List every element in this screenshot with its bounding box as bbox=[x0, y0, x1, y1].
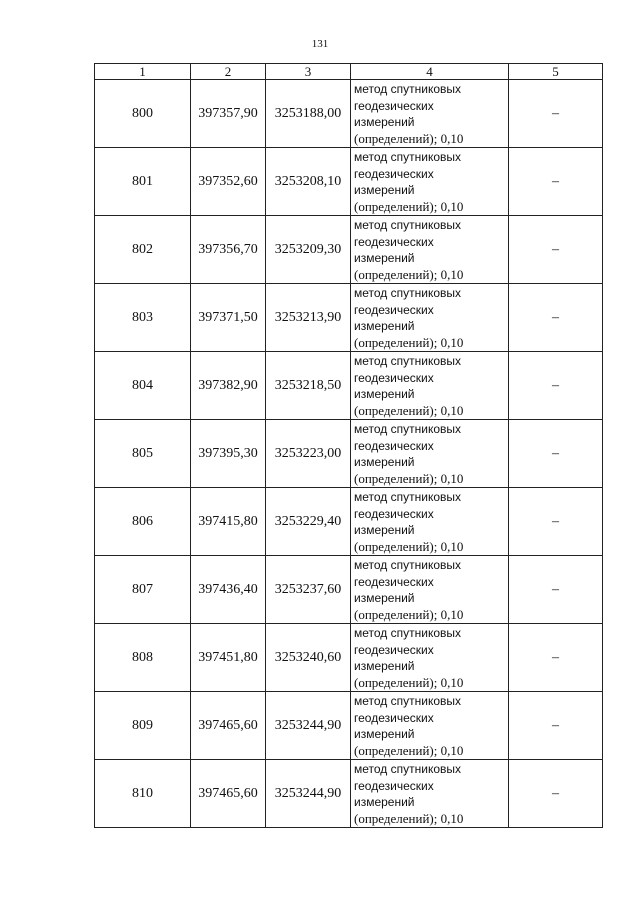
y-coordinate-cell: 3253209,30 bbox=[266, 216, 351, 284]
y-coordinate-cell: 3253244,90 bbox=[266, 692, 351, 760]
method-text-line: (определений); 0,10 bbox=[354, 266, 464, 282]
y-coordinate-cell: 3253223,00 bbox=[266, 420, 351, 488]
method-text-line: метод спутниковых bbox=[354, 626, 462, 640]
method-cell bbox=[351, 556, 509, 624]
x-coordinate-cell: 397451,80 bbox=[191, 624, 266, 692]
method-text-line: геодезических bbox=[354, 574, 434, 589]
method-text-line: измерений bbox=[354, 591, 415, 605]
method-text-line: метод спутниковых bbox=[354, 150, 462, 164]
method-text-line: (определений); 0,10 bbox=[354, 402, 464, 418]
method-text-line: измерений bbox=[354, 659, 415, 673]
note-cell: – bbox=[509, 284, 603, 352]
method-text-line: измерений bbox=[354, 455, 415, 469]
method-text-line: измерений bbox=[354, 319, 415, 333]
method-text-line: (определений); 0,10 bbox=[354, 538, 464, 554]
note-cell: – bbox=[509, 488, 603, 556]
method-text-line: метод спутниковых bbox=[354, 286, 462, 300]
method-text-line: измерений bbox=[354, 183, 415, 197]
column-header-2: 2 bbox=[191, 64, 266, 80]
method-text-line: измерений bbox=[354, 795, 415, 809]
note-cell: – bbox=[509, 624, 603, 692]
method-text-line: геодезических bbox=[354, 778, 434, 793]
method-text-line: (определений); 0,10 bbox=[354, 810, 464, 826]
table-row bbox=[95, 420, 603, 488]
page-number: 131 bbox=[311, 38, 329, 50]
method-text-line: метод спутниковых bbox=[354, 422, 462, 436]
method-text-line: (определений); 0,10 bbox=[354, 674, 464, 690]
table-row bbox=[95, 284, 603, 352]
method-cell bbox=[351, 488, 509, 556]
point-number-cell: 810 bbox=[95, 760, 191, 828]
note-cell: – bbox=[509, 148, 603, 216]
note-cell: – bbox=[509, 760, 603, 828]
table-row bbox=[95, 216, 603, 284]
x-coordinate-cell: 397382,90 bbox=[191, 352, 266, 420]
method-text-line: метод спутниковых bbox=[354, 694, 462, 708]
x-coordinate-cell: 397357,90 bbox=[191, 80, 266, 148]
method-text-line: (определений); 0,10 bbox=[354, 130, 464, 146]
method-cell bbox=[351, 624, 509, 692]
method-cell bbox=[351, 692, 509, 760]
column-header-1: 1 bbox=[95, 64, 191, 80]
method-text-line: метод спутниковых bbox=[354, 354, 462, 368]
x-coordinate-cell: 397465,60 bbox=[191, 692, 266, 760]
table-header-row bbox=[95, 64, 603, 80]
method-cell bbox=[351, 284, 509, 352]
method-text-line: измерений bbox=[354, 251, 415, 265]
column-header-4: 4 bbox=[351, 64, 509, 80]
point-number-cell: 802 bbox=[95, 216, 191, 284]
method-text-line: метод спутниковых bbox=[354, 218, 462, 232]
table-row bbox=[95, 148, 603, 216]
table-row bbox=[95, 556, 603, 624]
y-coordinate-cell: 3253229,40 bbox=[266, 488, 351, 556]
y-coordinate-cell: 3253237,60 bbox=[266, 556, 351, 624]
method-text-line: (определений); 0,10 bbox=[354, 334, 464, 350]
method-cell bbox=[351, 420, 509, 488]
y-coordinate-cell: 3253208,10 bbox=[266, 148, 351, 216]
method-text-line: геодезических bbox=[354, 234, 434, 249]
method-text-line: геодезических bbox=[354, 370, 434, 385]
table-row bbox=[95, 692, 603, 760]
method-text-line: геодезических bbox=[354, 710, 434, 725]
method-cell bbox=[351, 216, 509, 284]
x-coordinate-cell: 397371,50 bbox=[191, 284, 266, 352]
point-number-cell: 804 bbox=[95, 352, 191, 420]
y-coordinate-cell: 3253188,00 bbox=[266, 80, 351, 148]
table-row bbox=[95, 624, 603, 692]
x-coordinate-cell: 397415,80 bbox=[191, 488, 266, 556]
table-body bbox=[95, 80, 603, 828]
point-number-cell: 800 bbox=[95, 80, 191, 148]
method-cell bbox=[351, 352, 509, 420]
column-header-3: 3 bbox=[266, 64, 351, 80]
x-coordinate-cell: 397395,30 bbox=[191, 420, 266, 488]
table-row bbox=[95, 488, 603, 556]
table-row bbox=[95, 760, 603, 828]
note-cell: – bbox=[509, 216, 603, 284]
point-number-cell: 805 bbox=[95, 420, 191, 488]
point-number-cell: 807 bbox=[95, 556, 191, 624]
note-cell: – bbox=[509, 556, 603, 624]
method-cell bbox=[351, 148, 509, 216]
method-text-line: геодезических bbox=[354, 506, 434, 521]
method-text-line: геодезических bbox=[354, 642, 434, 657]
method-text-line: (определений); 0,10 bbox=[354, 742, 464, 758]
method-cell bbox=[351, 760, 509, 828]
method-text-line: (определений); 0,10 bbox=[354, 198, 464, 214]
note-cell: – bbox=[509, 692, 603, 760]
y-coordinate-cell: 3253213,90 bbox=[266, 284, 351, 352]
method-text-line: измерений bbox=[354, 387, 415, 401]
method-text-line: (определений); 0,10 bbox=[354, 470, 464, 486]
method-text-line: измерений bbox=[354, 523, 415, 537]
point-number-cell: 803 bbox=[95, 284, 191, 352]
method-text-line: измерений bbox=[354, 115, 415, 129]
method-text-line: геодезических bbox=[354, 166, 434, 181]
column-header-5: 5 bbox=[509, 64, 603, 80]
x-coordinate-cell: 397465,60 bbox=[191, 760, 266, 828]
method-text-line: измерений bbox=[354, 727, 415, 741]
y-coordinate-cell: 3253240,60 bbox=[266, 624, 351, 692]
method-text-line: (определений); 0,10 bbox=[354, 606, 464, 622]
method-text-line: геодезических bbox=[354, 302, 434, 317]
table-row bbox=[95, 80, 603, 148]
method-text-line: метод спутниковых bbox=[354, 762, 462, 776]
table-row bbox=[95, 352, 603, 420]
note-cell: – bbox=[509, 352, 603, 420]
x-coordinate-cell: 397352,60 bbox=[191, 148, 266, 216]
method-text-line: геодезических bbox=[354, 438, 434, 453]
point-number-cell: 801 bbox=[95, 148, 191, 216]
method-text-line: метод спутниковых bbox=[354, 490, 462, 504]
note-cell: – bbox=[509, 80, 603, 148]
x-coordinate-cell: 397356,70 bbox=[191, 216, 266, 284]
point-number-cell: 808 bbox=[95, 624, 191, 692]
method-text-line: метод спутниковых bbox=[354, 558, 462, 572]
method-text-line: геодезических bbox=[354, 98, 434, 113]
coordinates-table bbox=[94, 63, 603, 828]
point-number-cell: 806 bbox=[95, 488, 191, 556]
y-coordinate-cell: 3253218,50 bbox=[266, 352, 351, 420]
point-number-cell: 809 bbox=[95, 692, 191, 760]
x-coordinate-cell: 397436,40 bbox=[191, 556, 266, 624]
method-cell bbox=[351, 80, 509, 148]
y-coordinate-cell: 3253244,90 bbox=[266, 760, 351, 828]
note-cell: – bbox=[509, 420, 603, 488]
method-text-line: метод спутниковых bbox=[354, 82, 462, 96]
